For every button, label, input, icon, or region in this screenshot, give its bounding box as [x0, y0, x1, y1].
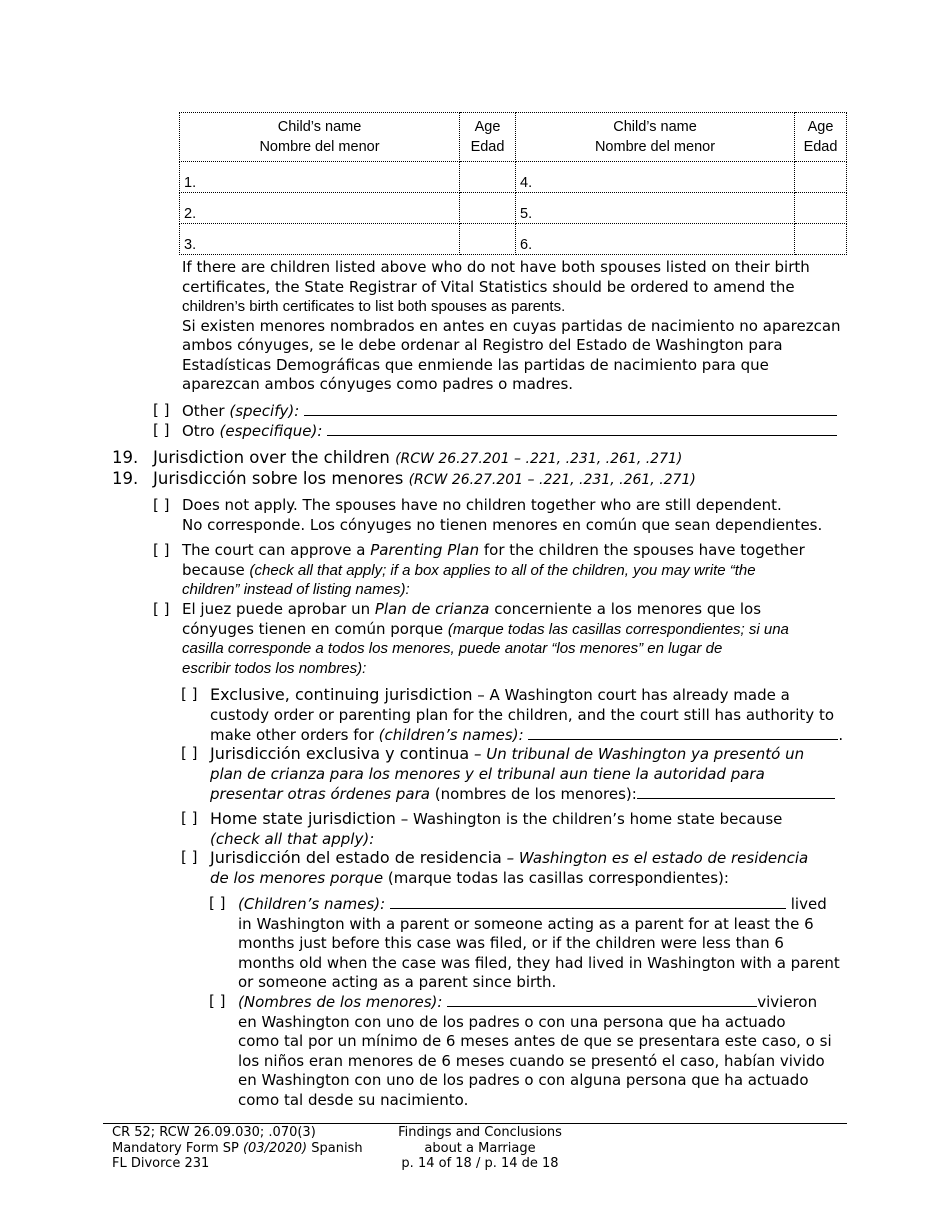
- lived-children-names-field[interactable]: [390, 894, 786, 909]
- child-name-cell[interactable]: 4.: [516, 162, 795, 193]
- home-state-checkbox[interactable]: [ ]: [181, 809, 198, 827]
- other-es-line: Otro (especifique):: [182, 421, 842, 440]
- parenting-plan-text: The court can approve a Parenting Plan for the children the spouses have together because (check all that apply; if a box applies to all of the children, you may write “the children” instead of listing names):: [182, 541, 805, 598]
- does-not-apply-checkbox[interactable]: [ ]: [153, 496, 170, 514]
- other-checkbox[interactable]: [ ]: [153, 401, 170, 419]
- section-19-number-es: 19.: [112, 469, 139, 488]
- child-name-header: Child’s name Nombre del menor: [180, 113, 460, 162]
- home-state-text: Home state jurisdiction – Washington is the children’s home state because (check all that apply):: [210, 809, 783, 848]
- vivieron-checkbox[interactable]: [ ]: [209, 992, 226, 1010]
- residencia-text: Jurisdicción del estado de residencia – Washington es el estado de residencia de los menores porque (marque todas las casillas correspondientes):: [210, 848, 809, 887]
- exclusiva-nombres-field[interactable]: [637, 784, 835, 799]
- lived-text: (Children’s names): lived in Washington with a parent or someone acting as a parent for at least the 6 months just before this case was filed, or if the children were less than 6 months old when the case was filed, they had lived in Washington with a parent or someone acting as a parent since birth.: [238, 895, 840, 991]
- child-age-cell[interactable]: [460, 162, 516, 193]
- exclusive-children-names-field[interactable]: [528, 725, 838, 740]
- table-row: [180, 224, 847, 255]
- child-age-cell[interactable]: [795, 224, 847, 255]
- section-19-number: 19.: [112, 448, 139, 467]
- exclusive-jurisdiction-text: Exclusive, continuing jurisdiction – A Washington court has already made a custody order or parenting plan for the children, and the court still has authority to make other orders for (children’s names): .: [210, 685, 844, 744]
- residencia-checkbox[interactable]: [ ]: [181, 848, 198, 866]
- child-age-header: Age Edad: [795, 113, 847, 162]
- child-age-header: Age Edad: [460, 113, 516, 162]
- footer-title: Findings and Conclusions about a Marriage p. 14 of 18 / p. 14 de 18: [380, 1125, 580, 1172]
- other-en-field[interactable]: [304, 401, 837, 416]
- child-name-cell[interactable]: 6.: [516, 224, 795, 255]
- section-19-title-es: Jurisdicción sobre los menores (RCW 26.27.201 – .221, .231, .261, .271): [153, 469, 696, 488]
- child-name-cell[interactable]: 1.: [180, 162, 460, 193]
- child-age-cell[interactable]: [460, 224, 516, 255]
- child-age-cell[interactable]: [795, 162, 847, 193]
- child-name-cell[interactable]: 2.: [180, 193, 460, 224]
- section-19-title-en: Jurisdiction over the children (RCW 26.27.201 – .221, .231, .261, .271): [153, 448, 683, 467]
- child-name-cell[interactable]: 3.: [180, 224, 460, 255]
- birth-certificate-paragraph: If there are children listed above who do not have both spouses listed on their birth certificates, the State Registrar of Vital Statistics should be ordered to amend the children’s birth certificates to list both spouses as parents. Si existen menores nombrados en antes en cuyas partidas de nacimiento no aparezcan ambos cónyuges, se le debe ordenar al Registro del Estado de Washington para Estadísticas Demográficas que enmiende las partidas de nacimiento para que aparezcan ambos cónyuges como padres o madres.: [182, 258, 841, 393]
- child-age-cell[interactable]: [460, 193, 516, 224]
- child-name-cell[interactable]: 5.: [516, 193, 795, 224]
- child-name-header: Child’s name Nombre del menor: [516, 113, 795, 162]
- does-not-apply-text: Does not apply. The spouses have no children together who are still dependent. No corresponde. Los cónyuges no tienen menores en común que sean dependientes.: [182, 496, 823, 534]
- other-es-field[interactable]: [327, 421, 837, 436]
- plan-crianza-checkbox[interactable]: [ ]: [153, 600, 170, 618]
- lived-checkbox[interactable]: [ ]: [209, 894, 226, 912]
- footer-divider: [103, 1123, 847, 1124]
- child-age-cell[interactable]: [795, 193, 847, 224]
- exclusiva-checkbox[interactable]: [ ]: [181, 744, 198, 762]
- table-row: [180, 193, 847, 224]
- children-table: [179, 112, 847, 255]
- plan-crianza-text: El juez puede aprobar un Plan de crianza concerniente a los menores que los cónyuges tienen en común porque (marque todas las casillas correspondientes; si una casilla corresponde a todos los menores, puede anotar “los menores” en lugar de escribir todos los nombres):: [182, 600, 789, 677]
- exclusiva-text: Jurisdicción exclusiva y continua – Un tribunal de Washington ya presentó un plan de crianza para los menores y el tribunal aun tiene la autoridad para presentar otras órdenes para (nombres de los menores):: [210, 744, 850, 805]
- table-row: [180, 162, 847, 193]
- other-en-line: Other (specify):: [182, 401, 842, 420]
- footer-form-info: CR 52; RCW 26.09.030; .070(3) Mandatory Form SP (03/2020) Spanish FL Divorce 231: [112, 1125, 363, 1171]
- parenting-plan-checkbox[interactable]: [ ]: [153, 541, 170, 559]
- exclusive-jurisdiction-checkbox[interactable]: [ ]: [181, 685, 198, 703]
- other-es-checkbox[interactable]: [ ]: [153, 421, 170, 439]
- vivieron-nombres-field[interactable]: [447, 992, 757, 1007]
- page-number: p. 14 of 18 / p. 14 de 18: [401, 1156, 559, 1171]
- vivieron-text: (Nombres de los menores): vivieron en Washington con uno de los padres o con una persona que ha actuado como tal por un mínimo de 6 meses antes de que se presentara este caso, o si los niños eran menores de 6 meses cuando se presentó el caso, habían vivido en Washington con uno de los padres o con alguna persona que ha actuado como tal desde su nacimiento.: [238, 993, 832, 1109]
